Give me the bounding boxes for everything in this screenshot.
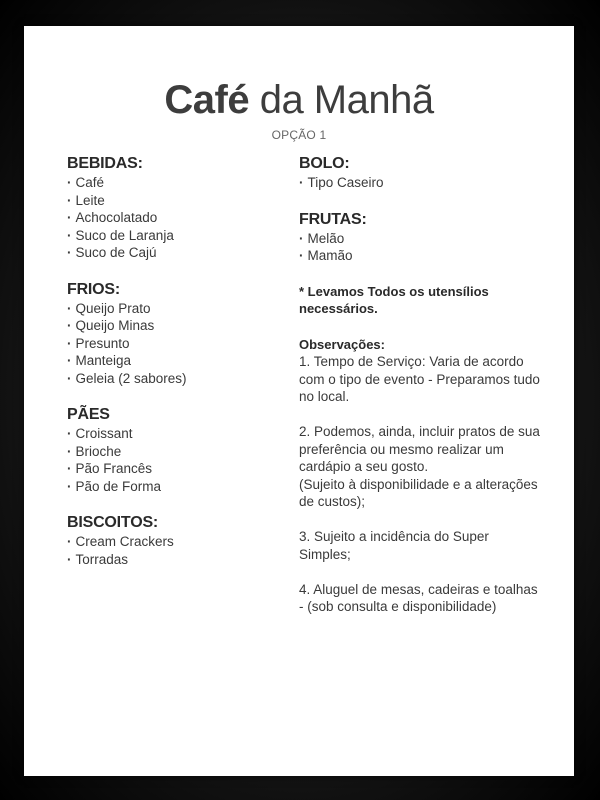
list-item: · Mamão xyxy=(299,247,544,265)
section-frutas xyxy=(299,210,544,265)
observations xyxy=(299,336,544,616)
list-item: · Presunto xyxy=(67,335,287,353)
observation-item xyxy=(299,581,544,616)
list-item: · Achocolatado xyxy=(67,209,287,227)
right-column xyxy=(299,154,544,633)
page-title xyxy=(24,78,574,122)
item-list xyxy=(67,425,287,495)
observation-text: 3. Sujeito a incidência do Super Simples; xyxy=(299,529,489,562)
section-heading: BEBIDAS: xyxy=(67,155,143,172)
observation-item xyxy=(299,353,544,406)
section-frios xyxy=(67,280,287,388)
observation-item xyxy=(299,423,544,511)
title-bold: Café xyxy=(164,78,250,122)
item-list xyxy=(67,300,287,388)
section-heading: FRUTAS: xyxy=(299,210,367,228)
list-item: · Tipo Caseiro xyxy=(299,174,544,192)
list-item: · Brioche xyxy=(67,443,287,461)
utensils-note: * Levamos Todos os utensílios necessários. xyxy=(299,283,489,316)
option-subtitle: OPÇÃO 1 xyxy=(271,128,327,142)
list-item: · Geleia (2 sabores) xyxy=(67,370,287,388)
observation-item xyxy=(299,528,544,563)
list-item: · Queijo Minas xyxy=(67,317,287,335)
section-heading: BOLO: xyxy=(299,155,350,172)
observations-heading: Observações: xyxy=(299,336,385,352)
section-bolo xyxy=(299,154,544,192)
section-bebidas xyxy=(67,154,287,262)
list-item: · Pão de Forma xyxy=(67,478,287,496)
menu-sheet xyxy=(24,26,574,776)
list-item: · Torradas xyxy=(67,551,287,569)
section-paes xyxy=(67,405,287,495)
section-heading: PÃES xyxy=(67,406,110,423)
list-item: · Café xyxy=(67,174,287,192)
list-item: · Croissant xyxy=(67,425,287,443)
observation-text: 2. Podemos, ainda, incluir pratos de sua preferência ou mesmo realizar um cardápio a seu gosto. xyxy=(299,424,540,474)
item-list xyxy=(299,174,544,192)
list-item: · Pão Francês xyxy=(67,460,287,478)
list-item: · Queijo Prato xyxy=(67,300,287,318)
section-heading: FRIOS: xyxy=(67,280,121,298)
list-item: · Cream Crackers xyxy=(67,533,287,551)
section-heading: BISCOITOS: xyxy=(67,514,159,531)
list-item: · Melão xyxy=(299,230,544,248)
observation-text: (Sujeito à disponibilidade e a alterações de custos); xyxy=(299,476,538,509)
list-item: · Manteiga xyxy=(67,352,287,370)
section-biscoitos xyxy=(67,513,287,568)
left-column xyxy=(67,154,287,586)
observation-text: 1. Tempo de Serviço: Varia de acordo com o tipo de evento - Preparamos tudo no local. xyxy=(299,354,540,404)
list-item: · Suco de Cajú xyxy=(67,244,287,262)
list-item: · Suco de Laranja xyxy=(67,227,287,245)
observation-text: 4. Aluguel de mesas, cadeiras e toalhas - (sob consulta e disponibilidade) xyxy=(299,581,538,614)
item-list xyxy=(299,230,544,265)
list-item: · Leite xyxy=(67,192,287,210)
item-list xyxy=(67,533,287,568)
item-list xyxy=(67,174,287,262)
title-regular: da Manhã xyxy=(259,78,434,122)
